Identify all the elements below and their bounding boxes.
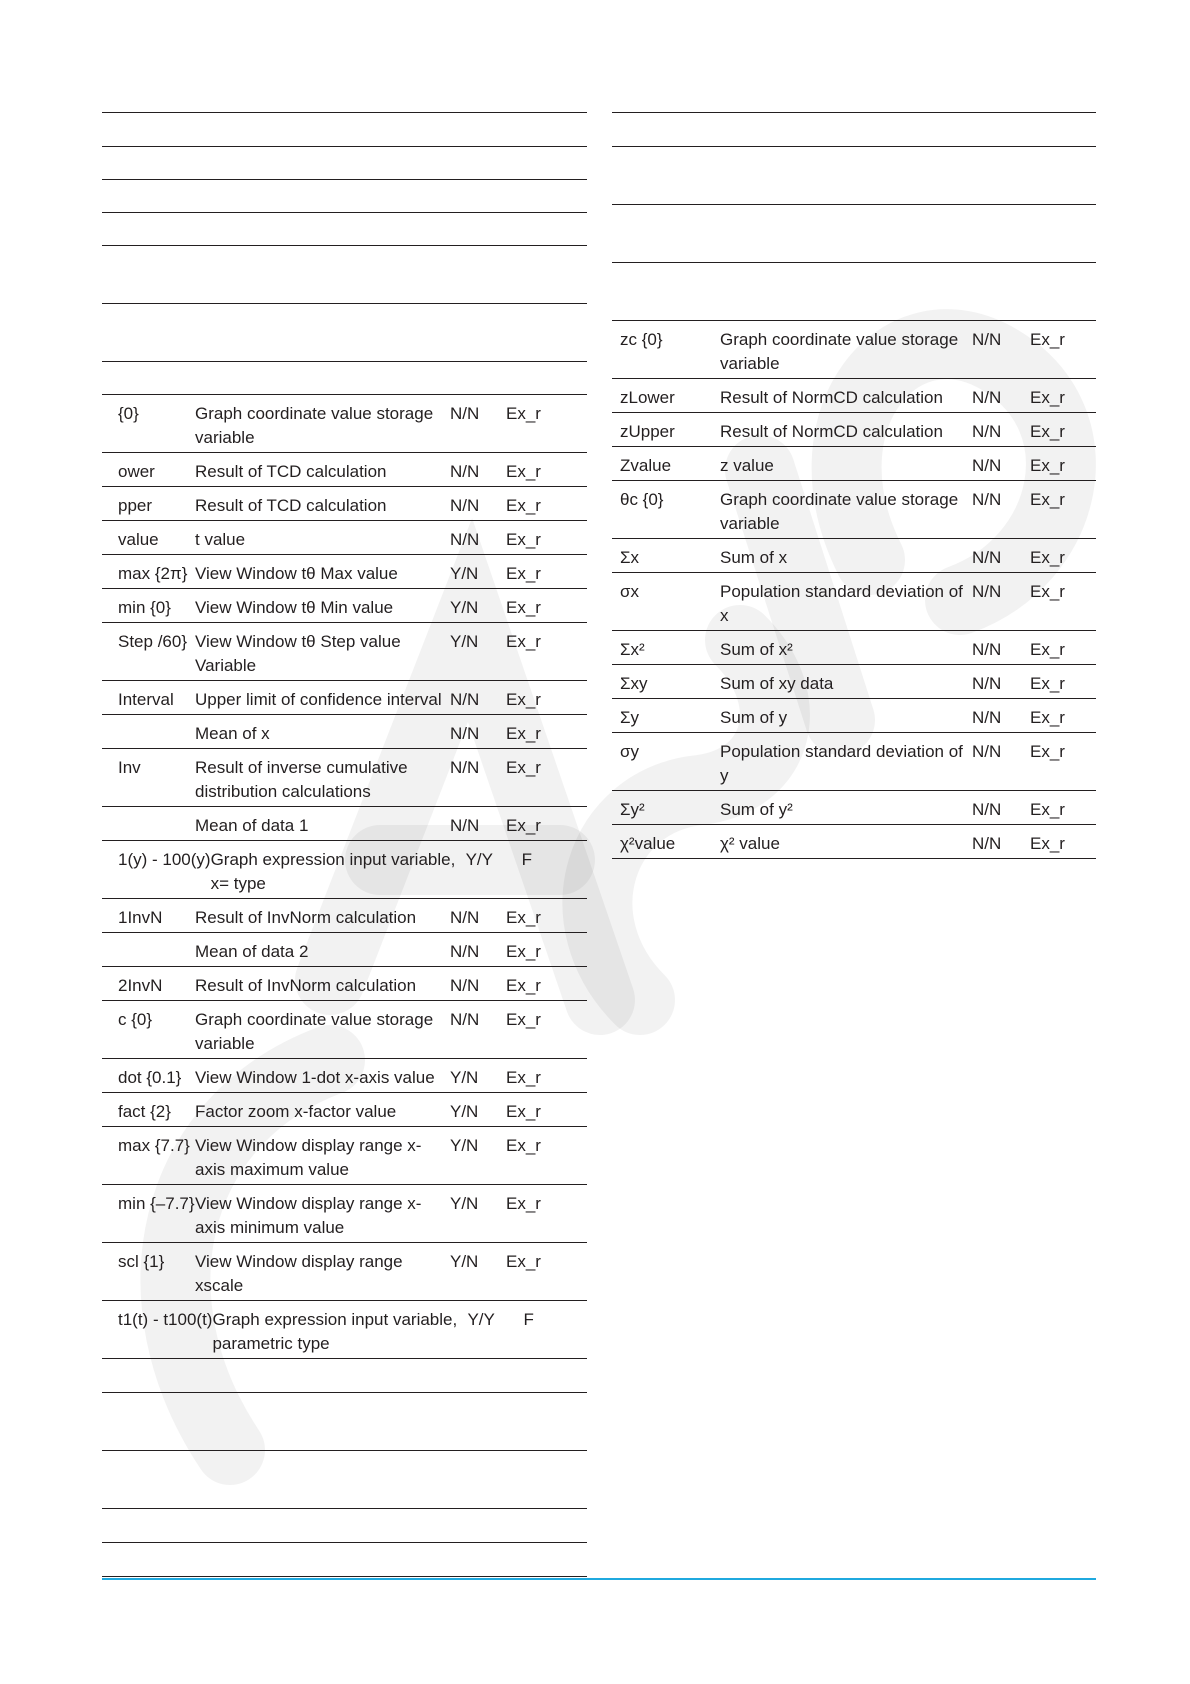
variable-cell: Σx	[620, 548, 640, 567]
table-row	[612, 447, 1096, 481]
variable-cell: pper	[118, 496, 153, 515]
type-cell: Ex_r	[506, 1010, 541, 1029]
edit-flag-cell: N/N	[972, 490, 1002, 509]
type-cell: Ex_r	[506, 462, 541, 481]
description-cell: View Window tθ Step value Variable	[195, 632, 401, 675]
edit-flag-cell: N/N	[972, 674, 1002, 693]
description-cell: View Window tθ Max value	[195, 564, 398, 583]
description-cell: Population standard deviation of y	[720, 742, 963, 785]
edit-flag-cell: N/N	[450, 816, 480, 835]
edit-flag-cell: Y/N	[450, 1252, 479, 1271]
variable-cell: Step /60}	[118, 632, 188, 651]
table-row	[102, 453, 587, 487]
table-row	[102, 395, 587, 453]
description-cell: Graph expression input variable, parametric type	[212, 1310, 458, 1353]
table-row	[612, 665, 1096, 699]
table-row-blank	[102, 1359, 587, 1393]
right-variable-table	[612, 112, 1096, 859]
table-row	[612, 481, 1096, 539]
edit-flag-cell: N/N	[450, 942, 480, 961]
type-cell: Ex_r	[1030, 422, 1065, 441]
variable-cell: fact {2}	[118, 1102, 171, 1121]
table-row-blank	[102, 1393, 587, 1451]
table-row	[612, 699, 1096, 733]
table-row-blank	[102, 1509, 587, 1543]
description-cell: Sum of x²	[720, 640, 793, 659]
variable-cell	[102, 940, 195, 959]
edit-flag-cell: Y/N	[450, 564, 479, 583]
variable-cell: Zvalue	[620, 456, 672, 475]
table-row	[102, 715, 587, 749]
description-cell: Sum of y	[720, 708, 788, 727]
edit-flag-cell: N/N	[972, 548, 1002, 567]
description-cell: Mean of data 1	[195, 816, 309, 835]
variable-cell: 1(y) - 100(y)	[118, 850, 211, 869]
table-row	[102, 487, 587, 521]
description-cell: t value	[195, 530, 246, 549]
edit-flag-cell: Y/N	[450, 1194, 479, 1213]
edit-flag-cell: Y/N	[450, 1102, 479, 1121]
edit-flag-cell: N/N	[972, 582, 1002, 601]
type-cell: Ex_r	[1030, 800, 1065, 819]
description-cell: View Window display range xscale	[195, 1252, 403, 1295]
description-cell: Graph coordinate value storage variable	[720, 490, 959, 533]
table-row	[102, 681, 587, 715]
variable-cell	[102, 814, 195, 833]
edit-flag-cell: N/N	[972, 834, 1002, 853]
type-cell: Ex_r	[506, 496, 541, 515]
type-cell: Ex_r	[1030, 640, 1065, 659]
edit-flag-cell: Y/Y	[467, 1310, 495, 1329]
table-row-blank	[612, 147, 1096, 205]
edit-flag-cell: Y/N	[450, 632, 479, 651]
variable-cell: σx	[620, 582, 639, 601]
type-cell: Ex_r	[506, 564, 541, 583]
table-row-blank	[102, 246, 587, 304]
table-row-blank	[102, 304, 587, 362]
type-cell: Ex_r	[1030, 330, 1065, 349]
description-cell: Result of inverse cumulative distribution calculations	[195, 758, 408, 801]
type-cell: Ex_r	[1030, 490, 1065, 509]
edit-flag-cell: N/N	[450, 496, 480, 515]
table-row	[102, 1301, 587, 1359]
variable-cell: Inv	[118, 758, 141, 777]
table-row	[612, 573, 1096, 631]
edit-flag-cell: N/N	[450, 908, 480, 927]
description-cell: Factor zoom x-factor value	[195, 1102, 397, 1121]
variable-cell: ower	[118, 462, 155, 481]
edit-flag-cell: Y/Y	[465, 850, 493, 869]
type-cell: Ex_r	[506, 1136, 541, 1155]
edit-flag-cell: N/N	[450, 976, 480, 995]
type-cell: Ex_r	[506, 908, 541, 927]
variable-cell: max {2π}	[118, 564, 188, 583]
table-row	[102, 1059, 587, 1093]
variable-cell: dot {0.1}	[118, 1068, 182, 1087]
description-cell: Result of NormCD calculation	[720, 422, 943, 441]
table-row	[612, 379, 1096, 413]
description-cell: Result of InvNorm calculation	[195, 976, 417, 995]
edit-flag-cell: N/N	[450, 530, 480, 549]
type-cell: F	[523, 1310, 534, 1329]
type-cell: Ex_r	[1030, 456, 1065, 475]
left-column	[102, 112, 587, 1577]
variable-cell: {0}	[118, 404, 139, 423]
table-row	[102, 589, 587, 623]
table-row	[102, 555, 587, 589]
table-row	[102, 1243, 587, 1301]
description-cell: Result of InvNorm calculation	[195, 908, 417, 927]
variable-cell: Σxy	[620, 674, 648, 693]
table-row	[612, 539, 1096, 573]
type-cell: Ex_r	[506, 632, 541, 651]
left-variable-table	[102, 112, 587, 1577]
variable-cell	[102, 722, 195, 741]
edit-flag-cell: Y/N	[450, 1068, 479, 1087]
table-row	[102, 1093, 587, 1127]
edit-flag-cell: N/N	[972, 640, 1002, 659]
variable-cell: zUpper	[620, 422, 675, 441]
description-cell: View Window display range x-axis minimum value	[195, 1194, 422, 1237]
type-cell: Ex_r	[506, 758, 541, 777]
table-row	[102, 1185, 587, 1243]
table-row	[102, 807, 587, 841]
table-row-blank	[612, 205, 1096, 263]
edit-flag-cell: N/N	[972, 456, 1002, 475]
variable-cell: Σy²	[620, 800, 645, 819]
edit-flag-cell: N/N	[450, 690, 480, 709]
table-row	[612, 321, 1096, 379]
description-cell: Sum of xy data	[720, 674, 834, 693]
variable-cell: zc {0}	[620, 330, 663, 349]
type-cell: Ex_r	[506, 1068, 541, 1087]
type-cell: Ex_r	[506, 1252, 541, 1271]
table-row	[102, 899, 587, 933]
type-cell: Ex_r	[1030, 834, 1065, 853]
description-cell: View Window tθ Min value	[195, 598, 394, 617]
table-row-blank	[102, 180, 587, 213]
table-row	[102, 623, 587, 681]
description-cell: Result of TCD calculation	[195, 496, 387, 515]
type-cell: Ex_r	[506, 1102, 541, 1121]
variable-cell: zLower	[620, 388, 675, 407]
description-cell: Mean of data 2	[195, 942, 309, 961]
type-cell: Ex_r	[506, 530, 541, 549]
table-row	[102, 1127, 587, 1185]
type-cell: Ex_r	[506, 942, 541, 961]
type-cell: Ex_r	[506, 598, 541, 617]
variable-cell: t1(t) - t100(t)	[118, 1310, 213, 1329]
table-row	[102, 933, 587, 967]
table-row	[102, 967, 587, 1001]
description-cell: χ² value	[720, 834, 780, 853]
description-cell: View Window 1-dot x-axis value	[195, 1068, 435, 1087]
variable-cell: min {–7.7}	[118, 1194, 195, 1213]
variable-cell: χ²value	[620, 834, 676, 853]
variable-cell: scl {1}	[118, 1252, 165, 1271]
table-row	[612, 631, 1096, 665]
description-cell: Graph coordinate value storage variable	[720, 330, 959, 373]
type-cell: Ex_r	[506, 724, 541, 743]
right-column	[612, 112, 1096, 859]
type-cell: Ex_r	[1030, 582, 1065, 601]
edit-flag-cell: N/N	[972, 742, 1002, 761]
table-row	[102, 749, 587, 807]
table-row	[612, 825, 1096, 859]
type-cell: Ex_r	[1030, 388, 1065, 407]
table-row	[102, 841, 587, 899]
description-cell: Sum of y²	[720, 800, 793, 819]
variable-cell: c {0}	[118, 1010, 153, 1029]
description-cell: z value	[720, 456, 774, 475]
variable-cell: min {0}	[118, 598, 171, 617]
table-row-blank	[102, 113, 587, 147]
edit-flag-cell: N/N	[972, 388, 1002, 407]
edit-flag-cell: N/N	[450, 462, 480, 481]
variable-cell: 1InvN	[118, 908, 163, 927]
type-cell: F	[521, 850, 532, 869]
variable-cell: max {7.7}	[118, 1136, 190, 1155]
edit-flag-cell: N/N	[450, 758, 480, 777]
description-cell: Population standard deviation of x	[720, 582, 963, 625]
variable-cell: σy	[620, 742, 639, 761]
description-cell: Result of TCD calculation	[195, 462, 387, 481]
edit-flag-cell: Y/N	[450, 598, 479, 617]
edit-flag-cell: N/N	[450, 1010, 480, 1029]
variable-cell: Σy	[620, 708, 640, 727]
table-row-blank	[102, 362, 587, 395]
table-row-blank	[102, 213, 587, 246]
variable-cell: Σx²	[620, 640, 645, 659]
edit-flag-cell: N/N	[972, 800, 1002, 819]
description-cell: Sum of x	[720, 548, 788, 567]
edit-flag-cell: N/N	[972, 708, 1002, 727]
description-cell: Result of NormCD calculation	[720, 388, 943, 407]
type-cell: Ex_r	[1030, 548, 1065, 567]
description-cell: Mean of x	[195, 724, 270, 743]
table-row	[612, 791, 1096, 825]
table-row-blank	[102, 1451, 587, 1509]
edit-flag-cell: N/N	[972, 422, 1002, 441]
description-cell: Graph coordinate value storage variable	[195, 404, 434, 447]
edit-flag-cell: Y/N	[450, 1136, 479, 1155]
description-cell: Graph expression input variable, x= type	[210, 850, 456, 893]
type-cell: Ex_r	[506, 816, 541, 835]
edit-flag-cell: N/N	[450, 404, 480, 423]
table-row	[102, 1001, 587, 1059]
table-row-blank	[612, 113, 1096, 147]
description-cell: Graph coordinate value storage variable	[195, 1010, 434, 1053]
table-row	[612, 733, 1096, 791]
type-cell: Ex_r	[506, 1194, 541, 1213]
table-row	[612, 413, 1096, 447]
variable-cell: θc {0}	[620, 490, 664, 509]
variable-cell: Interval	[118, 690, 174, 709]
edit-flag-cell: N/N	[972, 330, 1002, 349]
table-row	[102, 521, 587, 555]
variable-cell: value	[118, 530, 159, 549]
type-cell: Ex_r	[506, 404, 541, 423]
table-row-blank	[612, 263, 1096, 321]
table-row-blank	[102, 147, 587, 180]
table-row-blank	[102, 1543, 587, 1577]
description-cell: View Window display range x-axis maximum value	[195, 1136, 422, 1179]
type-cell: Ex_r	[506, 976, 541, 995]
edit-flag-cell: N/N	[450, 724, 480, 743]
variable-cell: 2InvN	[118, 976, 163, 995]
type-cell: Ex_r	[1030, 674, 1065, 693]
type-cell: Ex_r	[506, 690, 541, 709]
description-cell: Upper limit of confidence interval	[195, 690, 442, 709]
footer-rule	[102, 1578, 1096, 1580]
type-cell: Ex_r	[1030, 742, 1065, 761]
type-cell: Ex_r	[1030, 708, 1065, 727]
